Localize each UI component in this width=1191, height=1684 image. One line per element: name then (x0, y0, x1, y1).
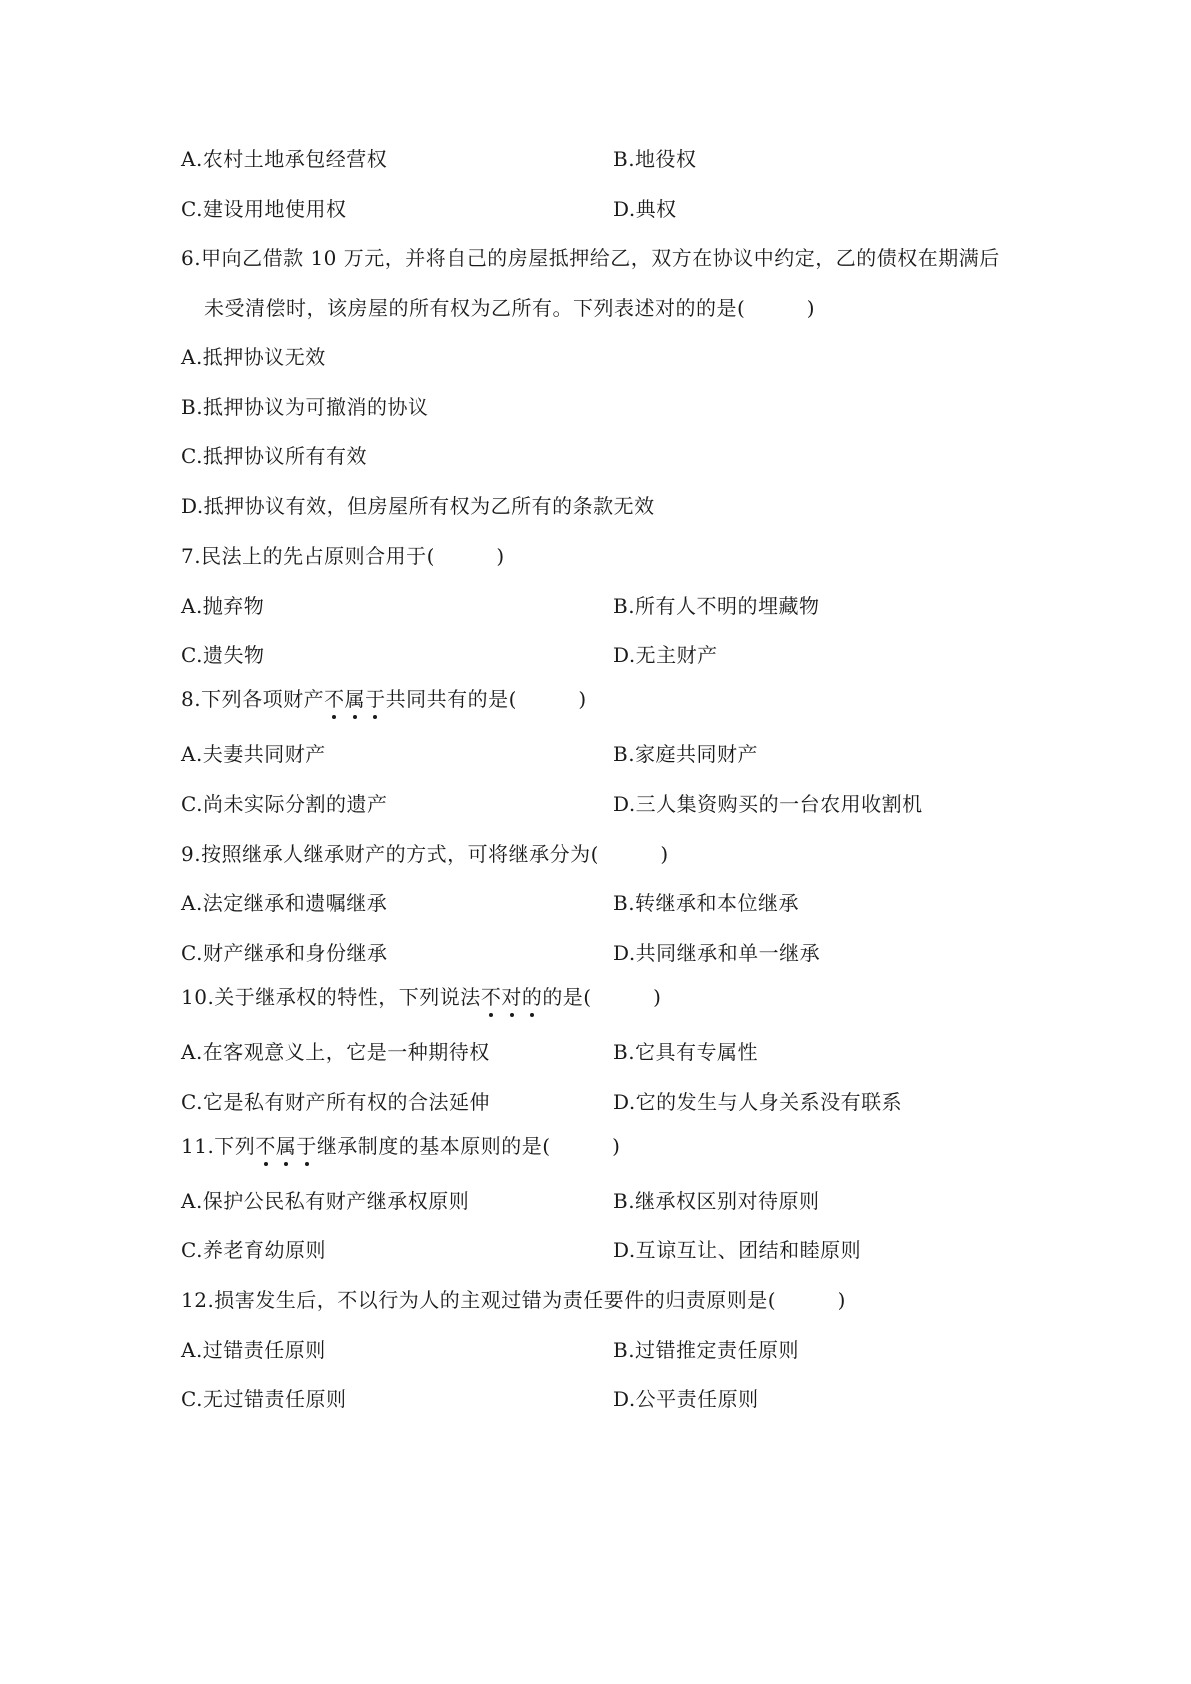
q10-emphasis-char: 对 (501, 985, 522, 1009)
q9-option-b: B.转继承和本位继承 (613, 891, 800, 915)
q8-emphasis-char: 属 (344, 687, 366, 711)
q11-option-d: D.互谅互让、团结和睦原则 (613, 1238, 862, 1262)
q5-option-a: A.农村土地承包经营权 (181, 147, 388, 171)
q11-option-a: A.保护公民私有财产继承权原则 (181, 1189, 470, 1213)
q10-emphasis-char: 的 (521, 985, 543, 1009)
q12-option-b: B.过错推定责任原则 (613, 1338, 800, 1362)
q11-stem (181, 1132, 620, 1160)
q6-stem-line2: 未受清偿时，该房屋的所有权为乙所有。下列表述对的的是( ) (204, 296, 816, 320)
q11-emphasis-char: 不 (255, 1134, 276, 1158)
q12-option-d: D.公平责任原则 (613, 1387, 759, 1411)
q8-emphasis-char: 不 (324, 687, 345, 711)
q12-option-a: A.过错责任原则 (181, 1338, 326, 1362)
q8-stem-post: 共同共有的是( ) (385, 687, 587, 711)
q12-option-c: C.无过错责任原则 (181, 1387, 347, 1411)
q10-stem-post: 的是( ) (542, 985, 662, 1009)
q6-option-c: C.抵押协议所有有效 (181, 444, 367, 468)
q10-option-a: A.在客观意义上，它是一种期待权 (181, 1040, 490, 1064)
q10-stem (181, 983, 661, 1011)
q11-emphasis-char: 属 (275, 1134, 297, 1158)
q11-option-c: C.养老育幼原则 (181, 1238, 326, 1262)
q9-stem: 9.按照继承人继承财产的方式，可将继承分为( ) (181, 842, 669, 866)
q5-option-d: D.典权 (613, 197, 677, 221)
q6-stem-line1: 6.甲向乙借款 10 万元，并将自己的房屋抵押给乙，双方在协议中约定，乙的债权在期满后 (181, 246, 1000, 270)
q7-option-a: A.抛弃物 (181, 594, 265, 618)
q9-option-c: C.财产继承和身份继承 (181, 941, 388, 965)
q6-option-a: A.抵押协议无效 (181, 345, 326, 369)
q6-option-d: D.抵押协议有效，但房屋所有权为乙所有的条款无效 (181, 494, 655, 518)
q8-option-c: C.尚未实际分割的遗产 (181, 792, 388, 816)
q9-option-a: A.法定继承和遗嘱继承 (181, 891, 388, 915)
q5-option-b: B.地役权 (613, 147, 697, 171)
q11-stem-pre: 11.下列 (181, 1134, 256, 1158)
q8-emphasis-char: 于 (365, 687, 386, 711)
q10-option-d: D.它的发生与人身关系没有联系 (613, 1090, 903, 1114)
q8-stem (181, 685, 587, 713)
q7-option-b: B.所有人不明的埋藏物 (613, 594, 820, 618)
q10-emphasis-char: 不 (480, 985, 502, 1009)
q11-option-b: B.继承权区别对待原则 (613, 1189, 820, 1213)
q8-option-d: D.三人集资购买的一台农用收割机 (613, 792, 923, 816)
q9-option-d: D.共同继承和单一继承 (613, 941, 821, 965)
q12-stem: 12.损害发生后，不以行为人的主观过错为责任要件的归责原则是( ) (181, 1288, 846, 1312)
q11-stem-post: 继承制度的基本原则的是( ) (316, 1134, 621, 1158)
q8-option-b: B.家庭共同财产 (613, 742, 759, 766)
q7-option-d: D.无主财产 (613, 643, 718, 667)
q10-stem-pre: 10.关于继承权的特性，下列说法 (181, 985, 481, 1009)
q7-stem: 7.民法上的先占原则合用于( ) (181, 544, 505, 568)
q11-emphasis-char: 于 (296, 1134, 317, 1158)
q5-option-c: C.建设用地使用权 (181, 197, 347, 221)
q8-option-a: A.夫妻共同财产 (181, 742, 326, 766)
q8-stem-pre: 8.下列各项财产 (181, 687, 325, 711)
q7-option-c: C.遗失物 (181, 643, 265, 667)
q10-option-c: C.它是私有财产所有权的合法延伸 (181, 1090, 490, 1114)
q10-option-b: B.它具有专属性 (613, 1040, 759, 1064)
q6-option-b: B.抵押协议为可撤消的协议 (181, 395, 429, 419)
